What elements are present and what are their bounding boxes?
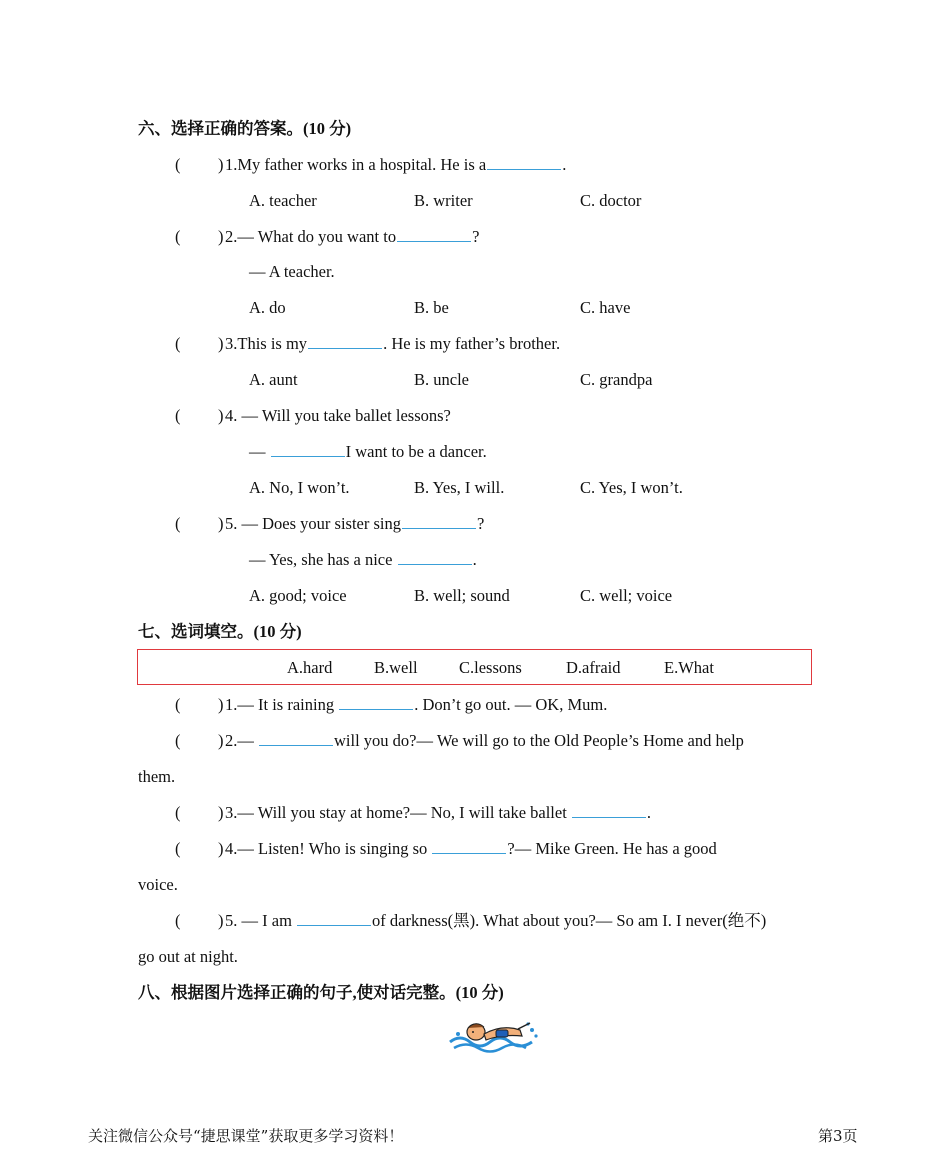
word-bank-item-hard: A.hard (287, 658, 333, 677)
option-c[interactable]: C. Yes, I won’t. (580, 478, 683, 497)
section-8-heading: 八、根据图片选择正确的句子,使对话完整。(10 分) (138, 983, 504, 1002)
question-7-5-continuation: go out at night. (138, 947, 238, 966)
answer-paren-left: ( (175, 695, 181, 714)
answer-paren-right: ) (218, 695, 224, 714)
question-text-end: will you do?— We will go to the Old People’s Home and help (334, 731, 744, 750)
question-7-4 (225, 839, 717, 859)
fill-blank[interactable] (398, 550, 472, 565)
question-6-5-answer-line (249, 550, 477, 570)
fill-blank[interactable] (308, 334, 382, 349)
fill-blank[interactable] (402, 514, 476, 529)
option-b[interactable]: B. be (414, 298, 449, 317)
fill-blank[interactable] (259, 731, 333, 746)
word-bank-item-lessons: C.lessons (459, 658, 522, 677)
fill-blank[interactable] (297, 911, 371, 926)
answer-paren-left: ( (175, 227, 181, 246)
question-7-2-continuation: them. (138, 767, 176, 786)
question-7-1 (225, 695, 607, 715)
option-b[interactable]: B. well; sound (414, 586, 510, 605)
answer-paren-left: ( (175, 839, 181, 858)
option-c[interactable]: C. grandpa (580, 370, 653, 389)
answer-paren-right: ) (218, 731, 224, 750)
word-bank-item-well: B.well (374, 658, 418, 677)
option-a[interactable]: A. No, I won’t. (249, 478, 350, 497)
question-6-2 (225, 227, 479, 247)
question-text: 5. — Does your sister sing (225, 514, 401, 533)
option-a[interactable]: A. good; voice (249, 586, 347, 605)
question-7-3 (225, 803, 651, 823)
answer-paren-right: ) (218, 514, 224, 533)
question-text-end: . (562, 155, 567, 174)
answer-paren-right: ) (218, 334, 224, 353)
dash: — (249, 442, 266, 461)
option-c[interactable]: C. have (580, 298, 631, 317)
question-text-end: . Don’t go out. — OK, Mum. (414, 695, 608, 714)
answer-paren-left: ( (175, 803, 181, 822)
option-c[interactable]: C. doctor (580, 191, 642, 210)
answer-paren-left: ( (175, 731, 181, 750)
section-7-heading: 七、选词填空。(10 分) (138, 622, 302, 641)
question-text-end: . (646, 803, 652, 822)
question-6-4-answer-line (249, 442, 487, 462)
swimmer-illustration (446, 1014, 542, 1054)
question-7-4-continuation: voice. (138, 875, 178, 894)
option-c[interactable]: C. well; voice (580, 586, 673, 605)
question-text-end: ? (477, 514, 485, 533)
question-text-end: of darkness(黑). What about you?— So am I. I never(绝不) (372, 911, 767, 930)
footer-promo: 关注微信公众号“捷思课堂”获取更多学习资料！ (88, 1127, 404, 1145)
answer-text: I want to be a dancer. (345, 442, 487, 461)
question-text-end: ?— Mike Green. He has a good (507, 839, 717, 858)
fill-blank[interactable] (339, 695, 413, 710)
page-number: 第3页 (818, 1127, 858, 1145)
answer-text-end: . (472, 550, 477, 569)
fill-blank[interactable] (397, 227, 471, 242)
answer-paren-right: ) (218, 839, 224, 858)
word-bank-box (137, 649, 812, 685)
question-text: 4.— Listen! Who is singing so (225, 839, 428, 858)
question-6-4: 4. — Will you take ballet lessons? (225, 406, 451, 425)
question-6-1 (225, 155, 566, 175)
fill-blank[interactable] (572, 803, 646, 818)
option-a[interactable]: A. teacher (249, 191, 317, 210)
answer-paren-left: ( (175, 155, 181, 174)
question-6-2-answer-line: — A teacher. (249, 262, 335, 281)
question-text: 3.— Will you stay at home?— No, I will take ballet (225, 803, 567, 822)
answer-paren-left: ( (175, 514, 181, 533)
answer-paren-right: ) (218, 406, 224, 425)
question-text: 1.— It is raining (225, 695, 335, 714)
option-a[interactable]: A. do (249, 298, 286, 317)
option-b[interactable]: B. Yes, I will. (414, 478, 505, 497)
question-7-2 (225, 731, 744, 751)
word-bank-item-afraid: D.afraid (566, 658, 621, 677)
answer-paren-left: ( (175, 911, 181, 930)
question-text: 5. — I am (225, 911, 292, 930)
option-b[interactable]: B. uncle (414, 370, 469, 389)
option-a[interactable]: A. aunt (249, 370, 298, 389)
question-text-end: ? (472, 227, 480, 246)
question-6-3 (225, 334, 560, 354)
question-text: 3.This is my (225, 334, 308, 353)
option-b[interactable]: B. writer (414, 191, 473, 210)
word-bank-item-what: E.What (664, 658, 714, 677)
answer-paren-left: ( (175, 406, 181, 425)
answer-paren-left: ( (175, 334, 181, 353)
answer-paren-right: ) (218, 911, 224, 930)
question-6-5 (225, 514, 484, 534)
answer-paren-right: ) (218, 155, 224, 174)
answer-paren-right: ) (218, 227, 224, 246)
question-text: 2.— What do you want to (225, 227, 397, 246)
answer-text: — Yes, she has a nice (249, 550, 393, 569)
answer-paren-right: ) (218, 803, 224, 822)
question-7-5 (225, 911, 766, 931)
fill-blank[interactable] (432, 839, 506, 854)
section-6-heading: 六、选择正确的答案。(10 分) (138, 119, 352, 138)
question-text: 1.My father works in a hospital. He is a (225, 155, 487, 174)
fill-blank[interactable] (271, 442, 345, 457)
question-text: 2.— (225, 731, 254, 750)
fill-blank[interactable] (487, 155, 561, 170)
question-text-end: . He is my father’s brother. (383, 334, 561, 353)
